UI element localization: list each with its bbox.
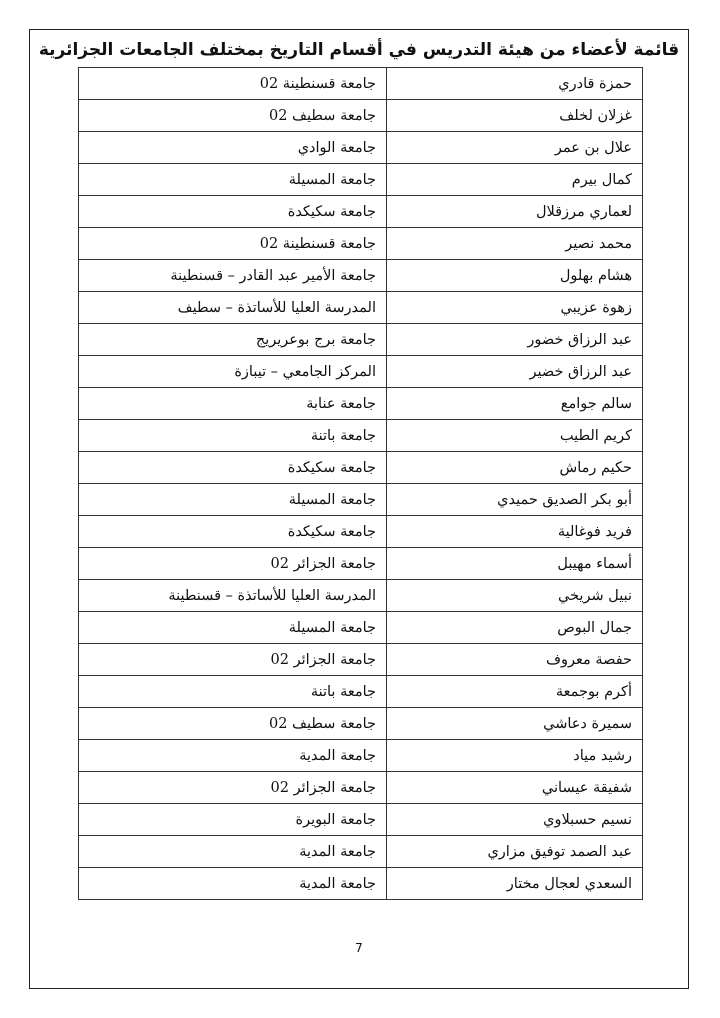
- member-name-cell: حمزة قادري: [387, 68, 643, 100]
- university-cell: جامعة باتنة: [79, 420, 387, 452]
- table-row: [79, 484, 643, 516]
- university-cell: جامعة عنابة: [79, 388, 387, 420]
- page-number: 7: [355, 941, 363, 955]
- university-cell: المدرسة العليا للأساتذة – سطيف: [79, 292, 387, 324]
- member-name-cell: محمد نصير: [387, 228, 643, 260]
- member-name-cell: كمال بيرم: [387, 164, 643, 196]
- member-name-cell: حفصة معروف: [387, 644, 643, 676]
- table-row: [79, 292, 643, 324]
- member-name-cell: رشيد مياد: [387, 740, 643, 772]
- member-name-cell: فريد فوغالية: [387, 516, 643, 548]
- table-row: [79, 228, 643, 260]
- university-cell: جامعة برج بوعريريج: [79, 324, 387, 356]
- table-body: [79, 68, 643, 900]
- university-cell: جامعة سكيكدة: [79, 516, 387, 548]
- university-cell: جامعة سكيكدة: [79, 196, 387, 228]
- table-row: [79, 196, 643, 228]
- university-cell: جامعة سطيف 02: [79, 708, 387, 740]
- member-name-cell: كريم الطيب: [387, 420, 643, 452]
- table-row: [79, 836, 643, 868]
- member-name-cell: جمال البوص: [387, 612, 643, 644]
- table-row: [79, 68, 643, 100]
- member-name-cell: سميرة دعاشي: [387, 708, 643, 740]
- table-row: [79, 580, 643, 612]
- member-name-cell: أبو بكر الصديق حميدي: [387, 484, 643, 516]
- member-name-cell: نسيم حسبلاوي: [387, 804, 643, 836]
- member-name-cell: عبد الرزاق خضير: [387, 356, 643, 388]
- university-cell: جامعة باتنة: [79, 676, 387, 708]
- table-row: [79, 452, 643, 484]
- university-cell: جامعة قسنطينة 02: [79, 68, 387, 100]
- member-name-cell: عبد الصمد توفيق مزاري: [387, 836, 643, 868]
- table-row: [79, 516, 643, 548]
- member-name-cell: أكرم بوجمعة: [387, 676, 643, 708]
- university-cell: جامعة الوادي: [79, 132, 387, 164]
- table-row: [79, 868, 643, 900]
- member-name-cell: لعماري مرزقلال: [387, 196, 643, 228]
- table-row: [79, 260, 643, 292]
- university-cell: جامعة الجزائر 02: [79, 772, 387, 804]
- university-cell: جامعة المسيلة: [79, 484, 387, 516]
- university-cell: جامعة المدية: [79, 740, 387, 772]
- table-row: [79, 740, 643, 772]
- university-cell: المدرسة العليا للأساتذة – قسنطينة: [79, 580, 387, 612]
- member-name-cell: أسماء مهيبل: [387, 548, 643, 580]
- table-row: [79, 772, 643, 804]
- document-title: قائمة لأعضاء من هيئة التدريس في أقسام التاريخ بمختلف الجامعات الجزائرية: [38, 40, 680, 60]
- university-cell: المركز الجامعي – تيبازة: [79, 356, 387, 388]
- university-cell: جامعة سكيكدة: [79, 452, 387, 484]
- member-name-cell: السعدي لعجال مختار: [387, 868, 643, 900]
- table-row: [79, 388, 643, 420]
- university-cell: جامعة الجزائر 02: [79, 548, 387, 580]
- member-name-cell: زهوة عزيبي: [387, 292, 643, 324]
- university-cell: جامعة المسيلة: [79, 612, 387, 644]
- table-row: [79, 420, 643, 452]
- member-name-cell: حكيم رماش: [387, 452, 643, 484]
- member-name-cell: شفيقة عيساني: [387, 772, 643, 804]
- table-row: [79, 644, 643, 676]
- university-cell: جامعة المدية: [79, 868, 387, 900]
- university-cell: جامعة الجزائر 02: [79, 644, 387, 676]
- table-row: [79, 100, 643, 132]
- table-row: [79, 708, 643, 740]
- member-name-cell: سالم جوامع: [387, 388, 643, 420]
- member-name-cell: عبد الرزاق خضور: [387, 324, 643, 356]
- university-cell: جامعة البويرة: [79, 804, 387, 836]
- university-cell: جامعة سطيف 02: [79, 100, 387, 132]
- member-name-cell: علال بن عمر: [387, 132, 643, 164]
- university-cell: جامعة قسنطينة 02: [79, 228, 387, 260]
- table-row: [79, 612, 643, 644]
- table-row: [79, 356, 643, 388]
- table-row: [79, 804, 643, 836]
- table-row: [79, 548, 643, 580]
- university-cell: جامعة الأمير عبد القادر – قسنطينة: [79, 260, 387, 292]
- university-cell: جامعة المسيلة: [79, 164, 387, 196]
- member-name-cell: نبيل شريخي: [387, 580, 643, 612]
- table-row: [79, 132, 643, 164]
- university-cell: جامعة المدية: [79, 836, 387, 868]
- faculty-members-table: [78, 67, 643, 900]
- member-name-cell: غزلان لخلف: [387, 100, 643, 132]
- table-row: [79, 324, 643, 356]
- table-row: [79, 164, 643, 196]
- member-name-cell: هشام بهلول: [387, 260, 643, 292]
- table-row: [79, 676, 643, 708]
